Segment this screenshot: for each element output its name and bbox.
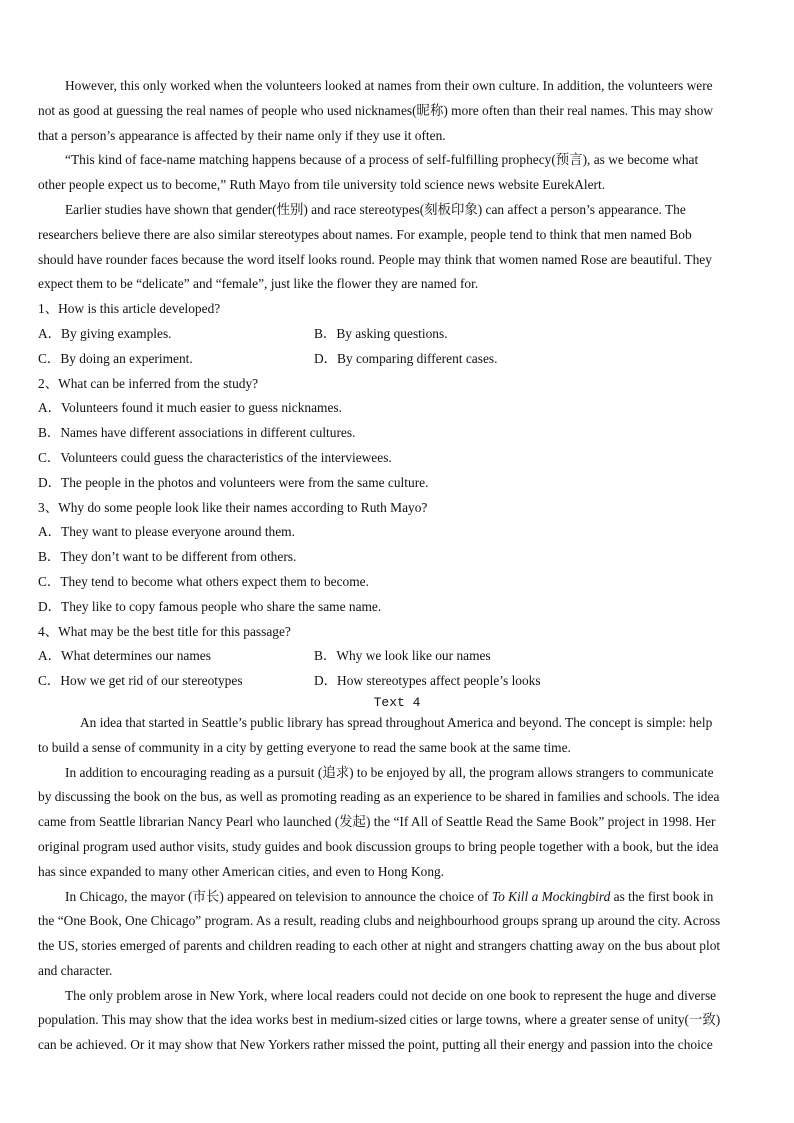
option-c: C．They tend to become what others expect them to become. bbox=[38, 573, 369, 589]
passage-paragraph bbox=[38, 984, 756, 1058]
text-line: An idea that started in Seattle’s public library has spread throughout America and beyond. The concept is simple: help bbox=[80, 714, 713, 730]
option-d: D．By comparing different cases. bbox=[314, 350, 498, 366]
text-line: In addition to encouraging reading as a pursuit (追求) to be enjoyed by all, the program allows strangers to communicate bbox=[65, 764, 714, 780]
text-line: came from Seattle librarian Nancy Pearl who launched (发起) the “If All of Seattle Read the Same Book” project in 1998. Her bbox=[38, 814, 716, 830]
text-span: as the first book in bbox=[610, 888, 714, 904]
text-line: and character. bbox=[38, 962, 113, 978]
option-c: C．By doing an experiment. bbox=[38, 350, 193, 366]
text-line: not as good at guessing the real names of people who used nicknames(昵称) more often than their real names. This may show bbox=[38, 102, 714, 118]
text-line: can be achieved. Or it may show that New Yorkers rather missed the point, putting all their energy and passion into the choice bbox=[38, 1037, 713, 1053]
option-a: A．By giving examples. bbox=[38, 325, 172, 341]
text-line: other people expect us to become,” Ruth Mayo from tile university told science news website EurekAlert. bbox=[38, 177, 606, 193]
book-title: To Kill a Mockingbird bbox=[491, 888, 611, 904]
text-line: “This kind of face-name matching happens because of a process of self-fulfilling prophecy(预言), as we become what bbox=[65, 152, 699, 168]
text-line: has since expanded to many other American cities, and even to Hong Kong. bbox=[38, 863, 445, 879]
text-line: that a person’s appearance is affected by their name only if they use it often. bbox=[38, 127, 446, 143]
text-line: should have rounder faces because the word itself looks round. People may think that women named Rose are beautiful. They bbox=[38, 251, 712, 267]
option-c: C．Volunteers could guess the characteristics of the interviewees. bbox=[38, 449, 392, 465]
text-line: the US, stories emerged of parents and children reading to each other at night and strangers chatting away on the bus about plot bbox=[38, 938, 721, 954]
question-1 bbox=[38, 297, 756, 371]
option-b: B．Why we look like our names bbox=[314, 648, 491, 664]
text-line: by discussing the book on the bus, as well as promoting reading as an experience to be shared in families and schools. The idea bbox=[38, 789, 720, 805]
text-line: population. This may show that the idea works best in medium-sized cities or large towns, where a greater sense of unity(一致) bbox=[38, 1012, 721, 1028]
question-stem: 2、What can be inferred from the study? bbox=[38, 375, 259, 391]
question-4 bbox=[38, 620, 756, 694]
option-b: B．Names have different associations in different cultures. bbox=[38, 425, 356, 441]
question-3 bbox=[38, 496, 756, 620]
text-line: expect them to be “delicate” and “female”, just like the flower they are named for. bbox=[38, 276, 479, 292]
passage-paragraph bbox=[38, 148, 756, 198]
text-line: Earlier studies have shown that gender(性别) and race stereotypes(刻板印象) can affect a person’s appearance. The bbox=[65, 201, 686, 217]
text-line: the “One Book, One Chicago” program. As a result, reading clubs and neighbourhood groups sprang up around the city. Across bbox=[38, 913, 721, 929]
option-c: C．How we get rid of our stereotypes bbox=[38, 673, 243, 689]
option-d: D．The people in the photos and volunteers were from the same culture. bbox=[38, 474, 429, 490]
option-a: A．What determines our names bbox=[38, 648, 211, 664]
question-stem: 1、How is this article developed? bbox=[38, 301, 221, 317]
question-2 bbox=[38, 372, 756, 496]
passage-paragraph bbox=[38, 711, 756, 761]
text-line: original program used author visits, study guides and book discussion groups to bring people together with a book, but the idea bbox=[38, 838, 719, 854]
passage-paragraph bbox=[38, 885, 756, 984]
option-a: A．Volunteers found it much easier to guess nicknames. bbox=[38, 400, 342, 416]
text-span: In Chicago, the mayor (市长) appeared on television to announce the choice of bbox=[65, 888, 492, 904]
text-line bbox=[38, 885, 756, 910]
question-stem: 4、What may be the best title for this passage? bbox=[38, 623, 291, 639]
option-d: D．How stereotypes affect people’s looks bbox=[314, 673, 541, 689]
question-stem: 3、Why do some people look like their names according to Ruth Mayo? bbox=[38, 499, 428, 515]
section-heading: Text 4 bbox=[373, 694, 421, 710]
text-line: researchers believe there are also similar stereotypes about names. For example, people tend to think that men named Bob bbox=[38, 226, 692, 242]
passage-paragraph bbox=[38, 198, 756, 297]
passage-paragraph bbox=[38, 761, 756, 885]
option-a: A．They want to please everyone around them. bbox=[38, 524, 295, 540]
passage-paragraph bbox=[38, 74, 756, 148]
document-page bbox=[38, 74, 756, 1058]
option-b: B．By asking questions. bbox=[314, 325, 448, 341]
text-line: However, this only worked when the volunteers looked at names from their own culture. In addition, the volunteers were bbox=[65, 78, 713, 93]
text-line: The only problem arose in New York, where local readers could not decide on one book to represent the huge and diverse bbox=[65, 987, 717, 1003]
option-d: D．They like to copy famous people who share the same name. bbox=[38, 598, 382, 614]
text-line: to build a sense of community in a city by getting everyone to read the same book at the same time. bbox=[38, 739, 571, 755]
option-b: B．They don’t want to be different from others. bbox=[38, 549, 297, 565]
